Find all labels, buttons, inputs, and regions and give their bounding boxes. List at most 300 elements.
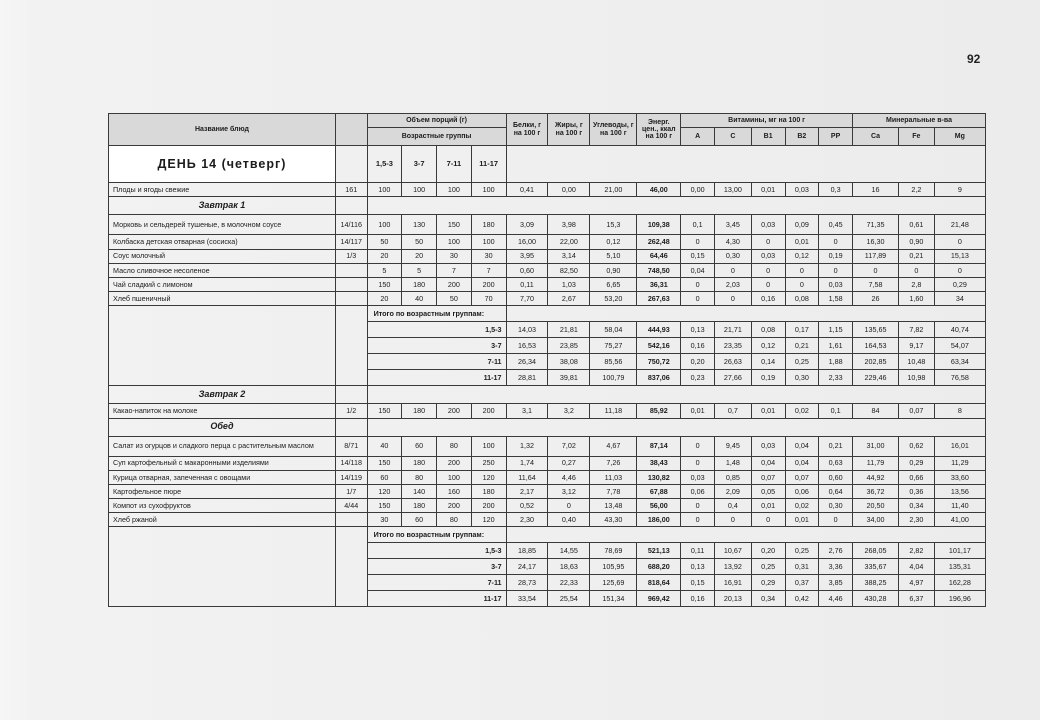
nutrient-value: 10,48 [898, 354, 934, 370]
portion-value: 60 [402, 436, 437, 456]
portion-value: 80 [402, 470, 437, 484]
dish-row [109, 484, 986, 498]
nutrient-value: 4,46 [548, 470, 590, 484]
header-row-top [109, 114, 986, 128]
nutrient-value: 84 [852, 404, 898, 418]
nutrient-value: 0,1 [819, 404, 853, 418]
nutrient-value: 229,46 [852, 370, 898, 386]
day-blank-cell [506, 146, 985, 183]
nutrient-value: 4,67 [590, 436, 637, 456]
portion-value: 180 [402, 456, 437, 470]
nutrient-value: 2,8 [898, 277, 934, 291]
nutrient-value: 28,81 [506, 370, 548, 386]
header-vit-pp: РР [819, 128, 853, 146]
energy-value: 64,46 [637, 249, 681, 263]
nutrient-value: 18,85 [506, 543, 548, 559]
nutrient-value: 0,1 [681, 215, 715, 235]
dish-name: Плоды и ягоды свежие [109, 183, 336, 197]
portion-value: 120 [367, 484, 402, 498]
nutrient-value: 0,04 [785, 436, 819, 456]
nutrient-value: 0,16 [751, 292, 785, 306]
portion-value: 20 [367, 249, 402, 263]
recipe-number: 1/2 [335, 404, 367, 418]
dish-name: Компот из сухофруктов [109, 499, 336, 513]
portion-value: 130 [402, 215, 437, 235]
nutrient-value: 27,66 [715, 370, 752, 386]
recipe-number: 161 [335, 183, 367, 197]
energy-value: 36,31 [637, 277, 681, 291]
recipe-number [335, 292, 367, 306]
nutrient-value: 20,50 [852, 499, 898, 513]
nutrient-value: 0 [934, 263, 985, 277]
nutrient-value: 0 [819, 235, 853, 249]
portion-value: 100 [471, 183, 506, 197]
nutrient-value: 0,60 [819, 470, 853, 484]
nutrient-value: 3,36 [819, 559, 853, 575]
nutrient-value: 4,97 [898, 575, 934, 591]
totals-label-row [109, 306, 986, 322]
nutrient-value: 0,90 [590, 263, 637, 277]
nutrient-value: 0,01 [785, 235, 819, 249]
header-recipe [335, 114, 367, 146]
nutrient-value: 14,03 [506, 322, 548, 338]
age-group-label: 1,5-3 [367, 146, 402, 183]
blank-cell [335, 197, 367, 215]
recipe-number: 8/71 [335, 436, 367, 456]
nutrient-value: 44,92 [852, 470, 898, 484]
nutrient-value: 10,67 [715, 543, 752, 559]
blank-cell [335, 306, 367, 386]
nutrient-value: 0,66 [898, 470, 934, 484]
nutrient-value: 0 [681, 436, 715, 456]
dish-name: Какао-напиток на молоке [109, 404, 336, 418]
nutrient-value: 0,23 [681, 370, 715, 386]
nutrient-value: 100,79 [590, 370, 637, 386]
meal-section-row [109, 418, 986, 436]
energy-value: 688,20 [637, 559, 681, 575]
nutrient-value: 0,7 [715, 404, 752, 418]
blank-cell [506, 306, 985, 322]
dish-name: Морковь и сельдерей тушеные, в молочном соусе [109, 215, 336, 235]
nutrient-value: 125,69 [590, 575, 637, 591]
nutrient-value: 2,30 [506, 513, 548, 527]
nutrient-value: 39,81 [548, 370, 590, 386]
dish-row [109, 436, 986, 456]
energy-value: 109,38 [637, 215, 681, 235]
portion-value: 100 [402, 183, 437, 197]
nutrient-value: 0,13 [681, 322, 715, 338]
nutrient-value: 0,63 [819, 456, 853, 470]
nutrient-value: 1,58 [819, 292, 853, 306]
nutrient-value: 0,07 [751, 470, 785, 484]
nutrient-value: 0 [785, 263, 819, 277]
totals-age-group: 11-17 [367, 591, 506, 607]
nutrient-value: 22,33 [548, 575, 590, 591]
nutrient-value: 0 [751, 235, 785, 249]
nutrient-value: 7,82 [898, 322, 934, 338]
portion-value: 150 [367, 456, 402, 470]
nutrient-value: 13,92 [715, 559, 752, 575]
nutrient-value: 11,18 [590, 404, 637, 418]
portion-value: 60 [367, 470, 402, 484]
energy-value: 262,48 [637, 235, 681, 249]
nutrient-value: 13,56 [934, 484, 985, 498]
energy-value: 130,82 [637, 470, 681, 484]
nutrient-value: 63,34 [934, 354, 985, 370]
dish-row [109, 456, 986, 470]
nutrient-value: 164,53 [852, 338, 898, 354]
dish-name: Соус молочный [109, 249, 336, 263]
nutrient-value: 0,42 [785, 591, 819, 607]
nutrient-value: 16,91 [715, 575, 752, 591]
portion-value: 50 [437, 292, 472, 306]
blank-cell [335, 527, 367, 607]
nutrient-value: 13,48 [590, 499, 637, 513]
totals-label: Итого по возрастным группам: [367, 306, 506, 322]
portion-value: 150 [367, 404, 402, 418]
nutrient-value: 16 [852, 183, 898, 197]
nutrient-value: 2,33 [819, 370, 853, 386]
nutrient-value: 135,65 [852, 322, 898, 338]
header-fats: Жиры, г на 100 г [548, 114, 590, 146]
recipe-number: 14/118 [335, 456, 367, 470]
totals-age-group: 7-11 [367, 354, 506, 370]
nutrient-value: 0,09 [785, 215, 819, 235]
nutrient-value: 0 [548, 499, 590, 513]
nutrient-value: 162,28 [934, 575, 985, 591]
portion-value: 200 [437, 404, 472, 418]
portion-value: 250 [471, 456, 506, 470]
nutrient-value: 5,10 [590, 249, 637, 263]
nutrient-value: 43,30 [590, 513, 637, 527]
nutrient-value: 0,03 [751, 436, 785, 456]
totals-age-group: 3-7 [367, 559, 506, 575]
dish-name: Чай сладкий с лимоном [109, 277, 336, 291]
nutrient-value: 268,05 [852, 543, 898, 559]
nutrient-value: 54,07 [934, 338, 985, 354]
portion-value: 7 [471, 263, 506, 277]
dish-row [109, 292, 986, 306]
nutrient-value: 0,12 [751, 338, 785, 354]
nutrient-value: 85,56 [590, 354, 637, 370]
header-dish-name: Название блюд [109, 114, 336, 146]
dish-row [109, 470, 986, 484]
nutrient-value: 11,29 [934, 456, 985, 470]
header-vit-a: А [681, 128, 715, 146]
nutrient-value: 22,00 [548, 235, 590, 249]
nutrient-value: 117,89 [852, 249, 898, 263]
energy-value: 38,43 [637, 456, 681, 470]
nutrient-value: 15,13 [934, 249, 985, 263]
nutrient-value: 0,03 [681, 470, 715, 484]
nutrient-value: 9 [934, 183, 985, 197]
dish-row [109, 215, 986, 235]
nutrient-value: 3,98 [548, 215, 590, 235]
portion-value: 160 [437, 484, 472, 498]
portion-value: 150 [437, 215, 472, 235]
portion-value: 100 [437, 235, 472, 249]
nutrient-value: 26,34 [506, 354, 548, 370]
nutrient-value: 0,41 [506, 183, 548, 197]
day-title: ДЕНЬ 14 (четверг) [109, 146, 336, 183]
dish-name: Хлеб ржаной [109, 513, 336, 527]
nutrient-value: 0,61 [898, 215, 934, 235]
nutrient-value: 9,17 [898, 338, 934, 354]
nutrient-value: 40,74 [934, 322, 985, 338]
portion-value: 40 [402, 292, 437, 306]
dish-name: Салат из огурцов и сладкого перца с растительным маслом [109, 436, 336, 456]
portion-value: 80 [437, 436, 472, 456]
dish-name: Картофельное пюре [109, 484, 336, 498]
nutrient-value: 0 [681, 235, 715, 249]
portion-value: 30 [437, 249, 472, 263]
energy-value: 267,63 [637, 292, 681, 306]
nutrient-value: 21,81 [548, 322, 590, 338]
nutrient-value: 2,09 [715, 484, 752, 498]
nutrient-value: 0,90 [898, 235, 934, 249]
blank-cell [367, 418, 985, 436]
totals-age-group: 1,5-3 [367, 543, 506, 559]
nutrient-value: 0,03 [751, 249, 785, 263]
nutrient-value: 0,15 [681, 249, 715, 263]
nutrient-value: 7,70 [506, 292, 548, 306]
header-minerals: Минеральные в-ва [852, 114, 985, 128]
nutrient-value: 7,02 [548, 436, 590, 456]
nutrient-value: 0,30 [785, 370, 819, 386]
nutrient-value: 388,25 [852, 575, 898, 591]
nutrient-value: 0 [898, 263, 934, 277]
nutrient-value: 26 [852, 292, 898, 306]
nutrient-value: 0 [934, 235, 985, 249]
nutrient-value: 16,30 [852, 235, 898, 249]
energy-value: 818,64 [637, 575, 681, 591]
daily-menu-table [108, 113, 986, 607]
nutrient-value: 0,00 [681, 183, 715, 197]
nutrient-value: 0,14 [751, 354, 785, 370]
energy-value: 521,13 [637, 543, 681, 559]
nutrient-value: 0 [715, 513, 752, 527]
nutrient-value: 75,27 [590, 338, 637, 354]
nutrient-value: 10,98 [898, 370, 934, 386]
header-vit-b2: В2 [785, 128, 819, 146]
nutrient-value: 2,82 [898, 543, 934, 559]
energy-value: 46,00 [637, 183, 681, 197]
dish-name: Суп картофельный с макаронными изделиями [109, 456, 336, 470]
nutrient-value: 0,25 [785, 543, 819, 559]
nutrient-value: 0,01 [751, 183, 785, 197]
nutrient-value: 196,96 [934, 591, 985, 607]
recipe-number: 4/44 [335, 499, 367, 513]
recipe-number: 14/119 [335, 470, 367, 484]
nutrient-value: 0,34 [751, 591, 785, 607]
nutrient-value: 105,95 [590, 559, 637, 575]
dish-row [109, 499, 986, 513]
portion-value: 120 [471, 513, 506, 527]
nutrient-value: 0,01 [751, 499, 785, 513]
nutrient-value: 0 [751, 263, 785, 277]
nutrient-value: 0,21 [819, 436, 853, 456]
nutrient-value: 20,13 [715, 591, 752, 607]
nutrient-value: 3,45 [715, 215, 752, 235]
portion-value: 100 [367, 215, 402, 235]
portion-value: 100 [471, 235, 506, 249]
header-min-ca: Са [852, 128, 898, 146]
nutrient-value: 101,17 [934, 543, 985, 559]
nutrient-value: 71,35 [852, 215, 898, 235]
portion-value: 50 [367, 235, 402, 249]
nutrient-value: 16,01 [934, 436, 985, 456]
blank-cell [367, 197, 985, 215]
energy-value: 542,16 [637, 338, 681, 354]
nutrient-value: 0 [819, 513, 853, 527]
nutrient-value: 41,00 [934, 513, 985, 527]
nutrient-value: 0,64 [819, 484, 853, 498]
nutrient-value: 0,29 [934, 277, 985, 291]
nutrient-value: 0,01 [681, 404, 715, 418]
dish-row [109, 263, 986, 277]
portion-value: 200 [437, 499, 472, 513]
portion-value: 200 [471, 404, 506, 418]
nutrient-value: 7,58 [852, 277, 898, 291]
nutrient-value: 0,34 [898, 499, 934, 513]
energy-value: 186,00 [637, 513, 681, 527]
nutrient-value: 1,03 [548, 277, 590, 291]
nutrient-value: 6,37 [898, 591, 934, 607]
portion-value: 5 [402, 263, 437, 277]
nutrient-value: 151,34 [590, 591, 637, 607]
nutrient-value: 0,04 [785, 456, 819, 470]
nutrient-value: 0,03 [751, 215, 785, 235]
nutrient-value: 36,72 [852, 484, 898, 498]
totals-age-group: 1,5-3 [367, 322, 506, 338]
totals-age-group: 3-7 [367, 338, 506, 354]
nutrient-value: 0 [751, 277, 785, 291]
nutrient-value: 0,40 [548, 513, 590, 527]
energy-value: 444,93 [637, 322, 681, 338]
nutrient-value: 25,54 [548, 591, 590, 607]
dish-row [109, 249, 986, 263]
header-vit-b1: В1 [751, 128, 785, 146]
dish-name: Хлеб пшеничный [109, 292, 336, 306]
dish-row [109, 277, 986, 291]
nutrient-value: 0,11 [681, 543, 715, 559]
nutrient-value: 4,30 [715, 235, 752, 249]
portion-value: 20 [367, 292, 402, 306]
meal-section-row [109, 197, 986, 215]
nutrient-value: 0,13 [681, 559, 715, 575]
nutrient-value: 0,06 [785, 484, 819, 498]
header-min-fe: Fe [898, 128, 934, 146]
portion-value: 120 [471, 470, 506, 484]
recipe-number: 14/117 [335, 235, 367, 249]
nutrient-value: 0,36 [898, 484, 934, 498]
recipe-number: 1/3 [335, 249, 367, 263]
totals-age-group: 7-11 [367, 575, 506, 591]
nutrient-value: 76,58 [934, 370, 985, 386]
nutrient-value: 0,21 [898, 249, 934, 263]
nutrient-value: 0,31 [785, 559, 819, 575]
nutrient-value: 335,67 [852, 559, 898, 575]
header-carbs: Углеводы, г на 100 г [590, 114, 637, 146]
nutrient-value: 15,3 [590, 215, 637, 235]
blank-cell [506, 527, 985, 543]
nutrient-value: 0,00 [548, 183, 590, 197]
dish-row [109, 404, 986, 418]
nutrient-value: 0 [852, 263, 898, 277]
portion-value: 200 [471, 499, 506, 513]
nutrient-value: 11,40 [934, 499, 985, 513]
portion-value: 180 [471, 484, 506, 498]
nutrient-value: 82,50 [548, 263, 590, 277]
portion-value: 30 [471, 249, 506, 263]
nutrient-value: 11,64 [506, 470, 548, 484]
nutrient-value: 53,20 [590, 292, 637, 306]
nutrient-value: 26,63 [715, 354, 752, 370]
dish-row [109, 513, 986, 527]
nutrient-value: 0,04 [681, 263, 715, 277]
portion-value: 180 [402, 277, 437, 291]
nutrient-value: 0 [681, 277, 715, 291]
nutrient-value: 0,27 [548, 456, 590, 470]
nutrient-value: 0,04 [751, 456, 785, 470]
portion-value: 200 [437, 456, 472, 470]
nutrient-value: 0,01 [785, 513, 819, 527]
nutrient-value: 3,85 [819, 575, 853, 591]
nutrient-value: 0,12 [785, 249, 819, 263]
nutrient-value: 21,71 [715, 322, 752, 338]
nutrient-value: 0,85 [715, 470, 752, 484]
nutrient-value: 2,17 [506, 484, 548, 498]
nutrient-value: 3,2 [548, 404, 590, 418]
portion-value: 180 [402, 404, 437, 418]
portion-value: 150 [367, 499, 402, 513]
nutrient-value: 4,46 [819, 591, 853, 607]
age-group-label: 7-11 [437, 146, 472, 183]
meal-section-row [109, 386, 986, 404]
header-energy: Энерг. цен., ккал на 100 г [637, 114, 681, 146]
dish-name: Курица отварная, запеченная с овощами [109, 470, 336, 484]
nutrient-value: 0 [681, 292, 715, 306]
nutrient-value: 0,25 [785, 354, 819, 370]
age-group-label: 3-7 [402, 146, 437, 183]
nutrient-value: 0,30 [715, 249, 752, 263]
nutrient-value: 0,07 [898, 404, 934, 418]
nutrient-value: 21,00 [590, 183, 637, 197]
portion-value: 100 [437, 470, 472, 484]
portion-value: 100 [471, 436, 506, 456]
nutrient-value: 0 [681, 456, 715, 470]
nutrient-value: 0,4 [715, 499, 752, 513]
nutrient-value: 0,12 [590, 235, 637, 249]
nutrient-value: 0,01 [751, 404, 785, 418]
portion-value: 60 [402, 513, 437, 527]
blank-cell [335, 418, 367, 436]
nutrient-value: 13,00 [715, 183, 752, 197]
nutrient-value: 33,54 [506, 591, 548, 607]
energy-value: 67,88 [637, 484, 681, 498]
portion-value: 180 [471, 215, 506, 235]
meal-title: Обед [109, 418, 336, 436]
nutrient-value: 1,74 [506, 456, 548, 470]
nutrient-value: 7,26 [590, 456, 637, 470]
portion-value: 7 [437, 263, 472, 277]
nutrient-value: 33,60 [934, 470, 985, 484]
energy-value: 748,50 [637, 263, 681, 277]
nutrient-value: 0,29 [898, 456, 934, 470]
portion-value: 100 [367, 183, 402, 197]
nutrient-value: 58,04 [590, 322, 637, 338]
header-vit-c: С [715, 128, 752, 146]
